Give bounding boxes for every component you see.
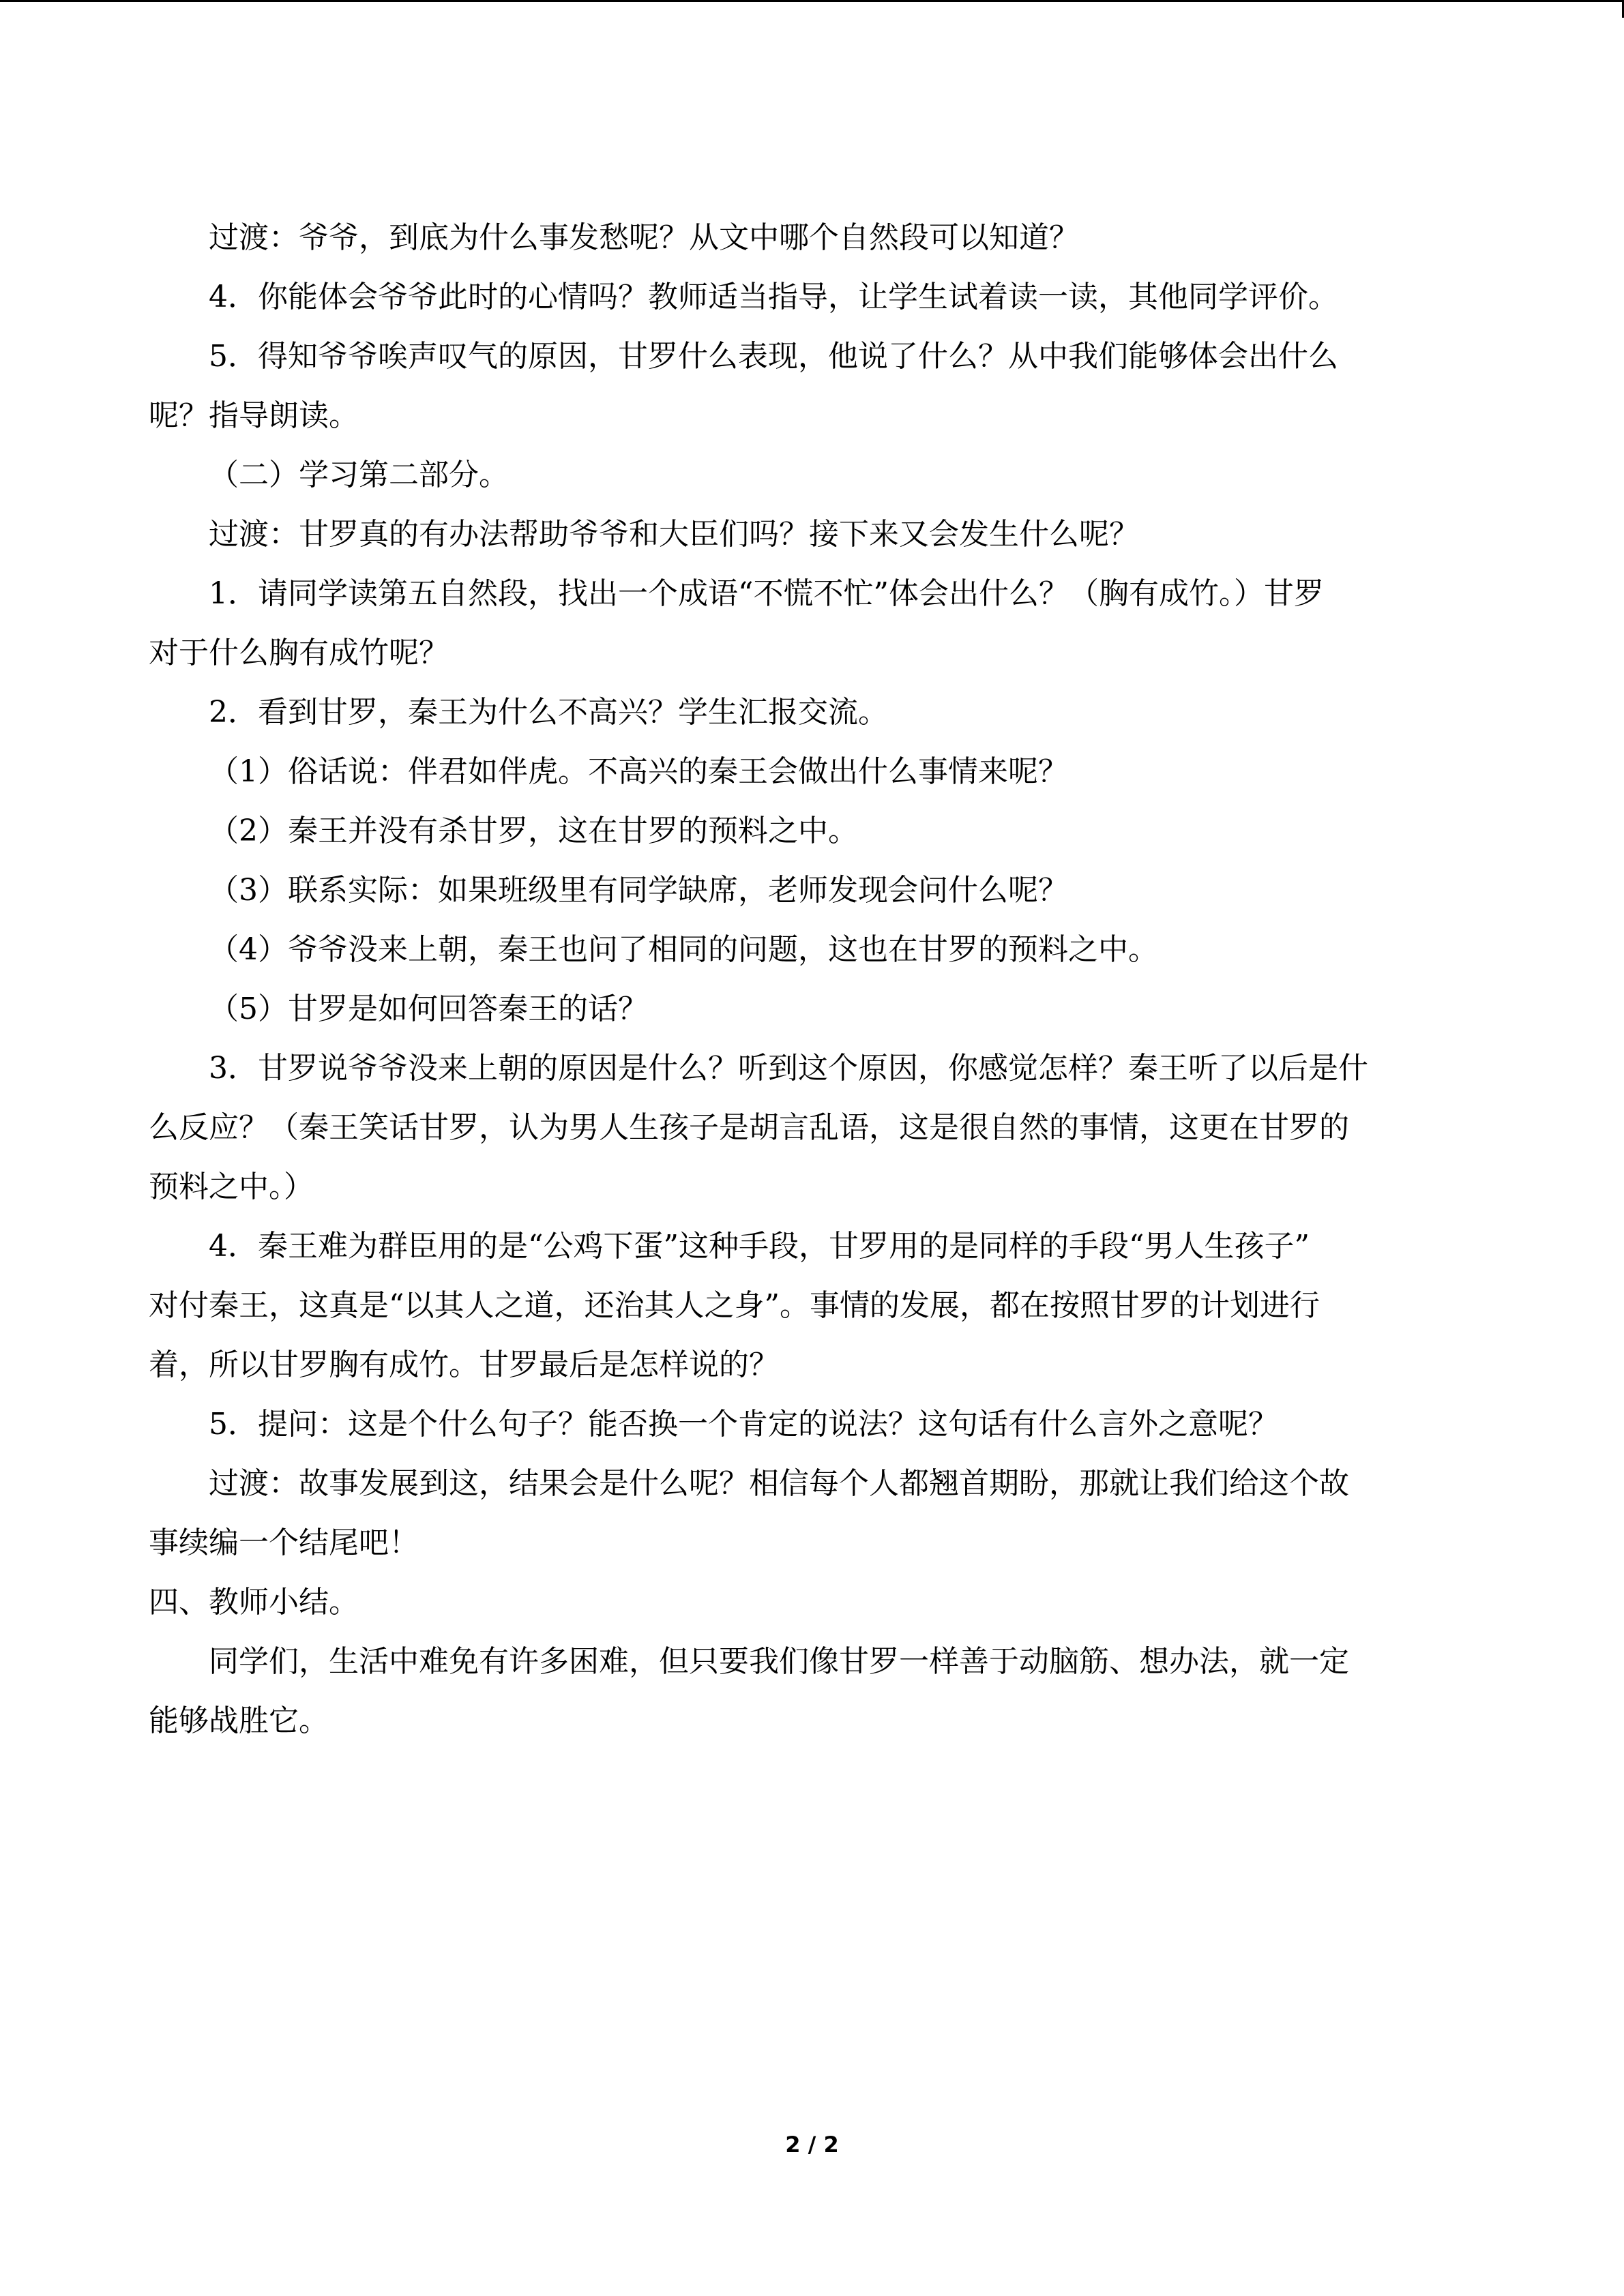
text-line: 过渡：爷爷，到底为什么事发愁呢？从文中哪个自然段可以知道？ (209, 220, 1079, 255)
text-line: 事续编一个结尾吧！ (149, 1525, 419, 1560)
text-line: 么反应？（秦王笑话甘罗，认为男人生孩子是胡言乱语，这是很自然的事情，这更在甘罗的 (149, 1110, 1349, 1145)
top-border-line (0, 0, 1624, 2)
page-number: 2 / 2 (785, 2132, 839, 2158)
text-line: 预料之中。） (149, 1169, 314, 1204)
text-line: 过渡：甘罗真的有办法帮助爷爷和大臣们吗？接下来又会发生什么呢？ (209, 517, 1139, 552)
text-line: 1．请同学读第五自然段，找出一个成语“不慌不忙”体会出什么？（胸有成竹。）甘罗 (209, 576, 1324, 611)
document-body (149, 208, 1479, 1750)
text-line: 呢？指导朗读。 (149, 398, 359, 433)
text-line: 对于什么胸有成竹呢？ (149, 636, 449, 670)
text-line: 3．甘罗说爷爷没来上朝的原因是什么？听到这个原因，你感觉怎样？秦王听了以后是什 (209, 1051, 1368, 1086)
text-line: 5．提问：这是个什么句子？能否换一个肯定的说法？这句话有什么言外之意呢？ (209, 1407, 1278, 1442)
section-heading: 四、教师小结。 (149, 1585, 359, 1620)
text-line: 5．得知爷爷唉声叹气的原因，甘罗什么表现，他说了什么？从中我们能够体会出什么 (209, 339, 1338, 374)
text-line: 对付秦王，这真是“以其人之道，还治其人之身”。事情的发展，都在按照甘罗的计划进行 (149, 1288, 1320, 1323)
text-line: 过渡：故事发展到这，结果会是什么呢？相信每个人都翘首期盼，那就让我们给这个故 (209, 1466, 1349, 1501)
text-line: 2．看到甘罗，秦王为什么不高兴？学生汇报交流。 (209, 695, 888, 730)
sub-item: （3）联系实际：如果班级里有同学缺席，老师发现会问什么呢？ (209, 873, 1068, 908)
text-line: 能够战胜它。 (149, 1703, 329, 1738)
text-line: 4．你能体会爷爷此时的心情吗？教师适当指导，让学生试着读一读，其他同学评价。 (209, 280, 1338, 314)
sub-item: （1）俗话说：伴君如伴虎。不高兴的秦王会做出什么事情来呢？ (209, 754, 1068, 789)
sub-item: （2）秦王并没有杀甘罗，这在甘罗的预料之中。 (209, 814, 858, 848)
sub-item: （5）甘罗是如何回答秦王的话？ (209, 992, 648, 1026)
sub-item: （4）爷爷没来上朝，秦王也问了相同的问题，这也在甘罗的预料之中。 (209, 932, 1158, 967)
text-line: 着，所以甘罗胸有成竹。甘罗最后是怎样说的？ (149, 1347, 779, 1382)
text-line: 4．秦王难为群臣用的是“公鸡下蛋”这种手段，甘罗用的是同样的手段“男人生孩子” (209, 1229, 1310, 1264)
section-heading: （二）学习第二部分。 (209, 458, 509, 492)
text-line: 同学们，生活中难免有许多困难，但只要我们像甘罗一样善于动脑筋、想办法，就一定 (209, 1644, 1349, 1679)
